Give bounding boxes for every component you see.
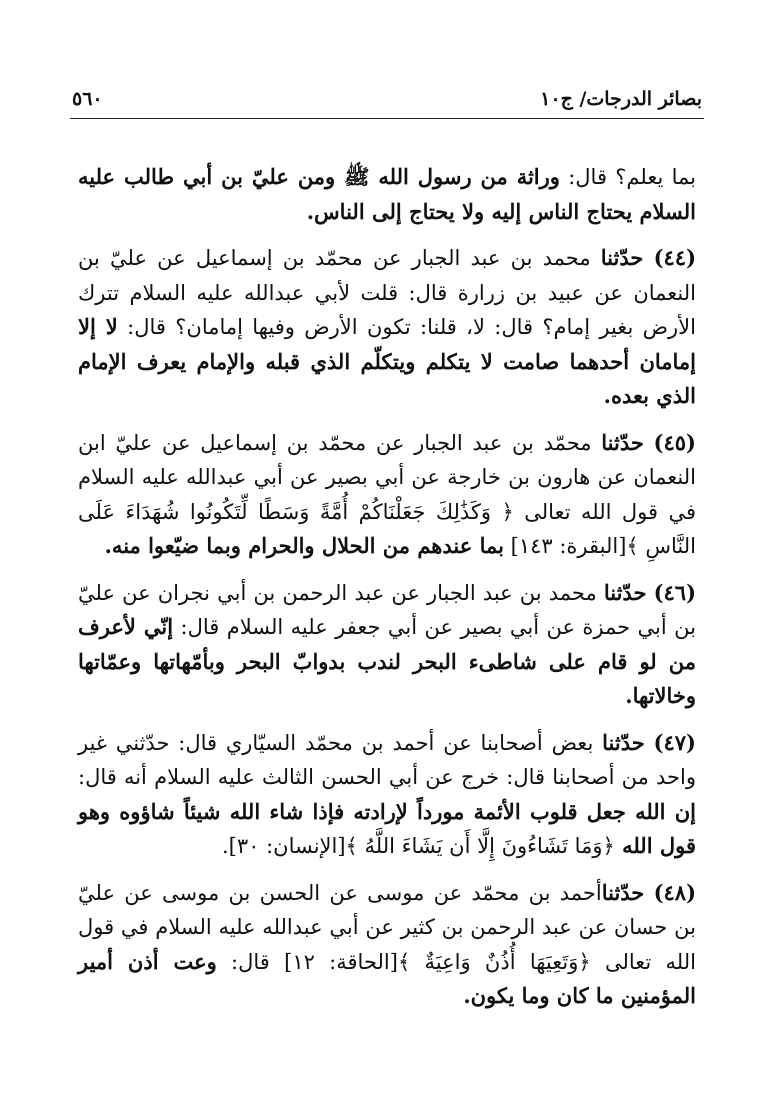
book-title: بصائر الدرجات/ ج١٠ <box>540 88 702 110</box>
page-number: ٥٦٠ <box>72 88 103 110</box>
page-body <box>78 160 696 1026</box>
plain-text: بما يعلم؟ قال: <box>559 165 697 189</box>
haddathana-label: حدّثنا <box>603 579 647 605</box>
hadith-46 <box>78 576 696 714</box>
haddathana-label: حدّثنا <box>602 729 645 755</box>
verse-reference: [الإنسان: ٣٠]. <box>221 834 346 858</box>
haddathana-label: حدّثنا <box>601 879 645 905</box>
quran-verse: ﴿ وَكَذَٰلِكَ جَعَلْنَاكُمْ أُمَّةً وَسَطًا لِّتَكُونُوا شُهَدَاءَ عَلَى النَّاسِ ﴾ <box>78 499 696 558</box>
verse-reference: [الحاقة: ١٢] قال: <box>216 949 398 974</box>
quran-verse: ﴿وَتَعِيَهَا أُذُنٌ وَاعِيَةٌ ﴾ <box>397 949 591 974</box>
hadith-48 <box>78 876 696 1014</box>
plain-text: محمّد بن عبد الجبار عن محمّد بن إسماعيل عن عليّ ابن النعمان عن هارون بن خارجة عن أبي بصير عن أبي عبدالله عليه السلام في قول الله تعالى <box>78 430 696 524</box>
bold-text: بما عندهم من الحلال والحرام وبما ضيّعوا منه. <box>104 533 504 558</box>
bold-text: إنّي لأعرف من لو قام على شاطىء البحر لندب بدوابّ البحر وبأمّهاتها وعمّاتها وخالاتها. <box>78 614 696 708</box>
hadith-number: (٤٥) <box>653 429 696 455</box>
hadith-number: (٤٧) <box>653 729 696 755</box>
bold-text: وراثة من رسول الله ﷺ ومن عليّ بن أبي طالب عليه السلام يحتاج الناس إليه ولا يحتاج إلى الناس. <box>78 164 696 224</box>
haddathana-label: حدّثنا <box>601 429 644 455</box>
hadith-47 <box>78 726 696 864</box>
bold-text: لا إلا إمامان أحدهما صامت لا يتكلم ويتكلّم الذي قبله والإمام يعرف الإمام الذي بعده. <box>78 314 696 408</box>
verse-reference: [البقرة: ١٤٣] <box>503 534 627 558</box>
plain-text: محمد بن عبد الجبار عن محمّد بن إسماعيل عن عليّ بن النعمان عن عبيد بن زرارة قال: قلت لأبي عبدالله عليه السلام تترك الأرض بغير إمام؟ قال: لا، قلنا: تكون الأرض وفيها إمامان؟ قال: <box>78 246 696 339</box>
hadith-44 <box>78 241 696 414</box>
page-header <box>70 84 704 119</box>
paragraph-continuation <box>78 160 696 229</box>
bold-text: إن الله جعل قلوب الأئمة مورداً لإرادته فإذا شاء الله شيئاً شاؤوه وهو قول الله <box>78 798 696 858</box>
quran-verse: ﴿وَمَا تَشَاءُونَ إِلَّا أَن يَشَاءَ اللَّهُ ﴾ <box>345 834 615 858</box>
bold-text: وعت أذن أمير المؤمنين ما كان وما يكون. <box>78 948 696 1008</box>
hadith-number: (٤٦) <box>653 579 696 605</box>
hadith-number: (٤٤) <box>653 245 696 270</box>
hadith-45 <box>78 426 696 564</box>
plain-text: بعض أصحابنا عن أحمد بن محمّد السيّاري قال: حدّثني غير واحد من أصحابنا قال: خرج عن أبي الحسن الثالث عليه السلام أنه قال: <box>78 730 696 789</box>
plain-text: محمد بن عبد الجبار عن عبد الرحمن بن أبي نجران عن عليّ بن أبي حمزة عن أبي بصير عن أبي جعفر عليه السلام قال: <box>78 580 696 639</box>
haddathana-label: حدّثنا <box>600 245 644 270</box>
hadith-number: (٤٨) <box>653 879 696 905</box>
plain-text: أحمد بن محمّد عن موسى عن الحسن بن موسى عن عليّ بن حسان عن عبد الرحمن بن كثير عن أبي عبدالله عليه السلام في قول الله تعالى <box>78 880 696 974</box>
